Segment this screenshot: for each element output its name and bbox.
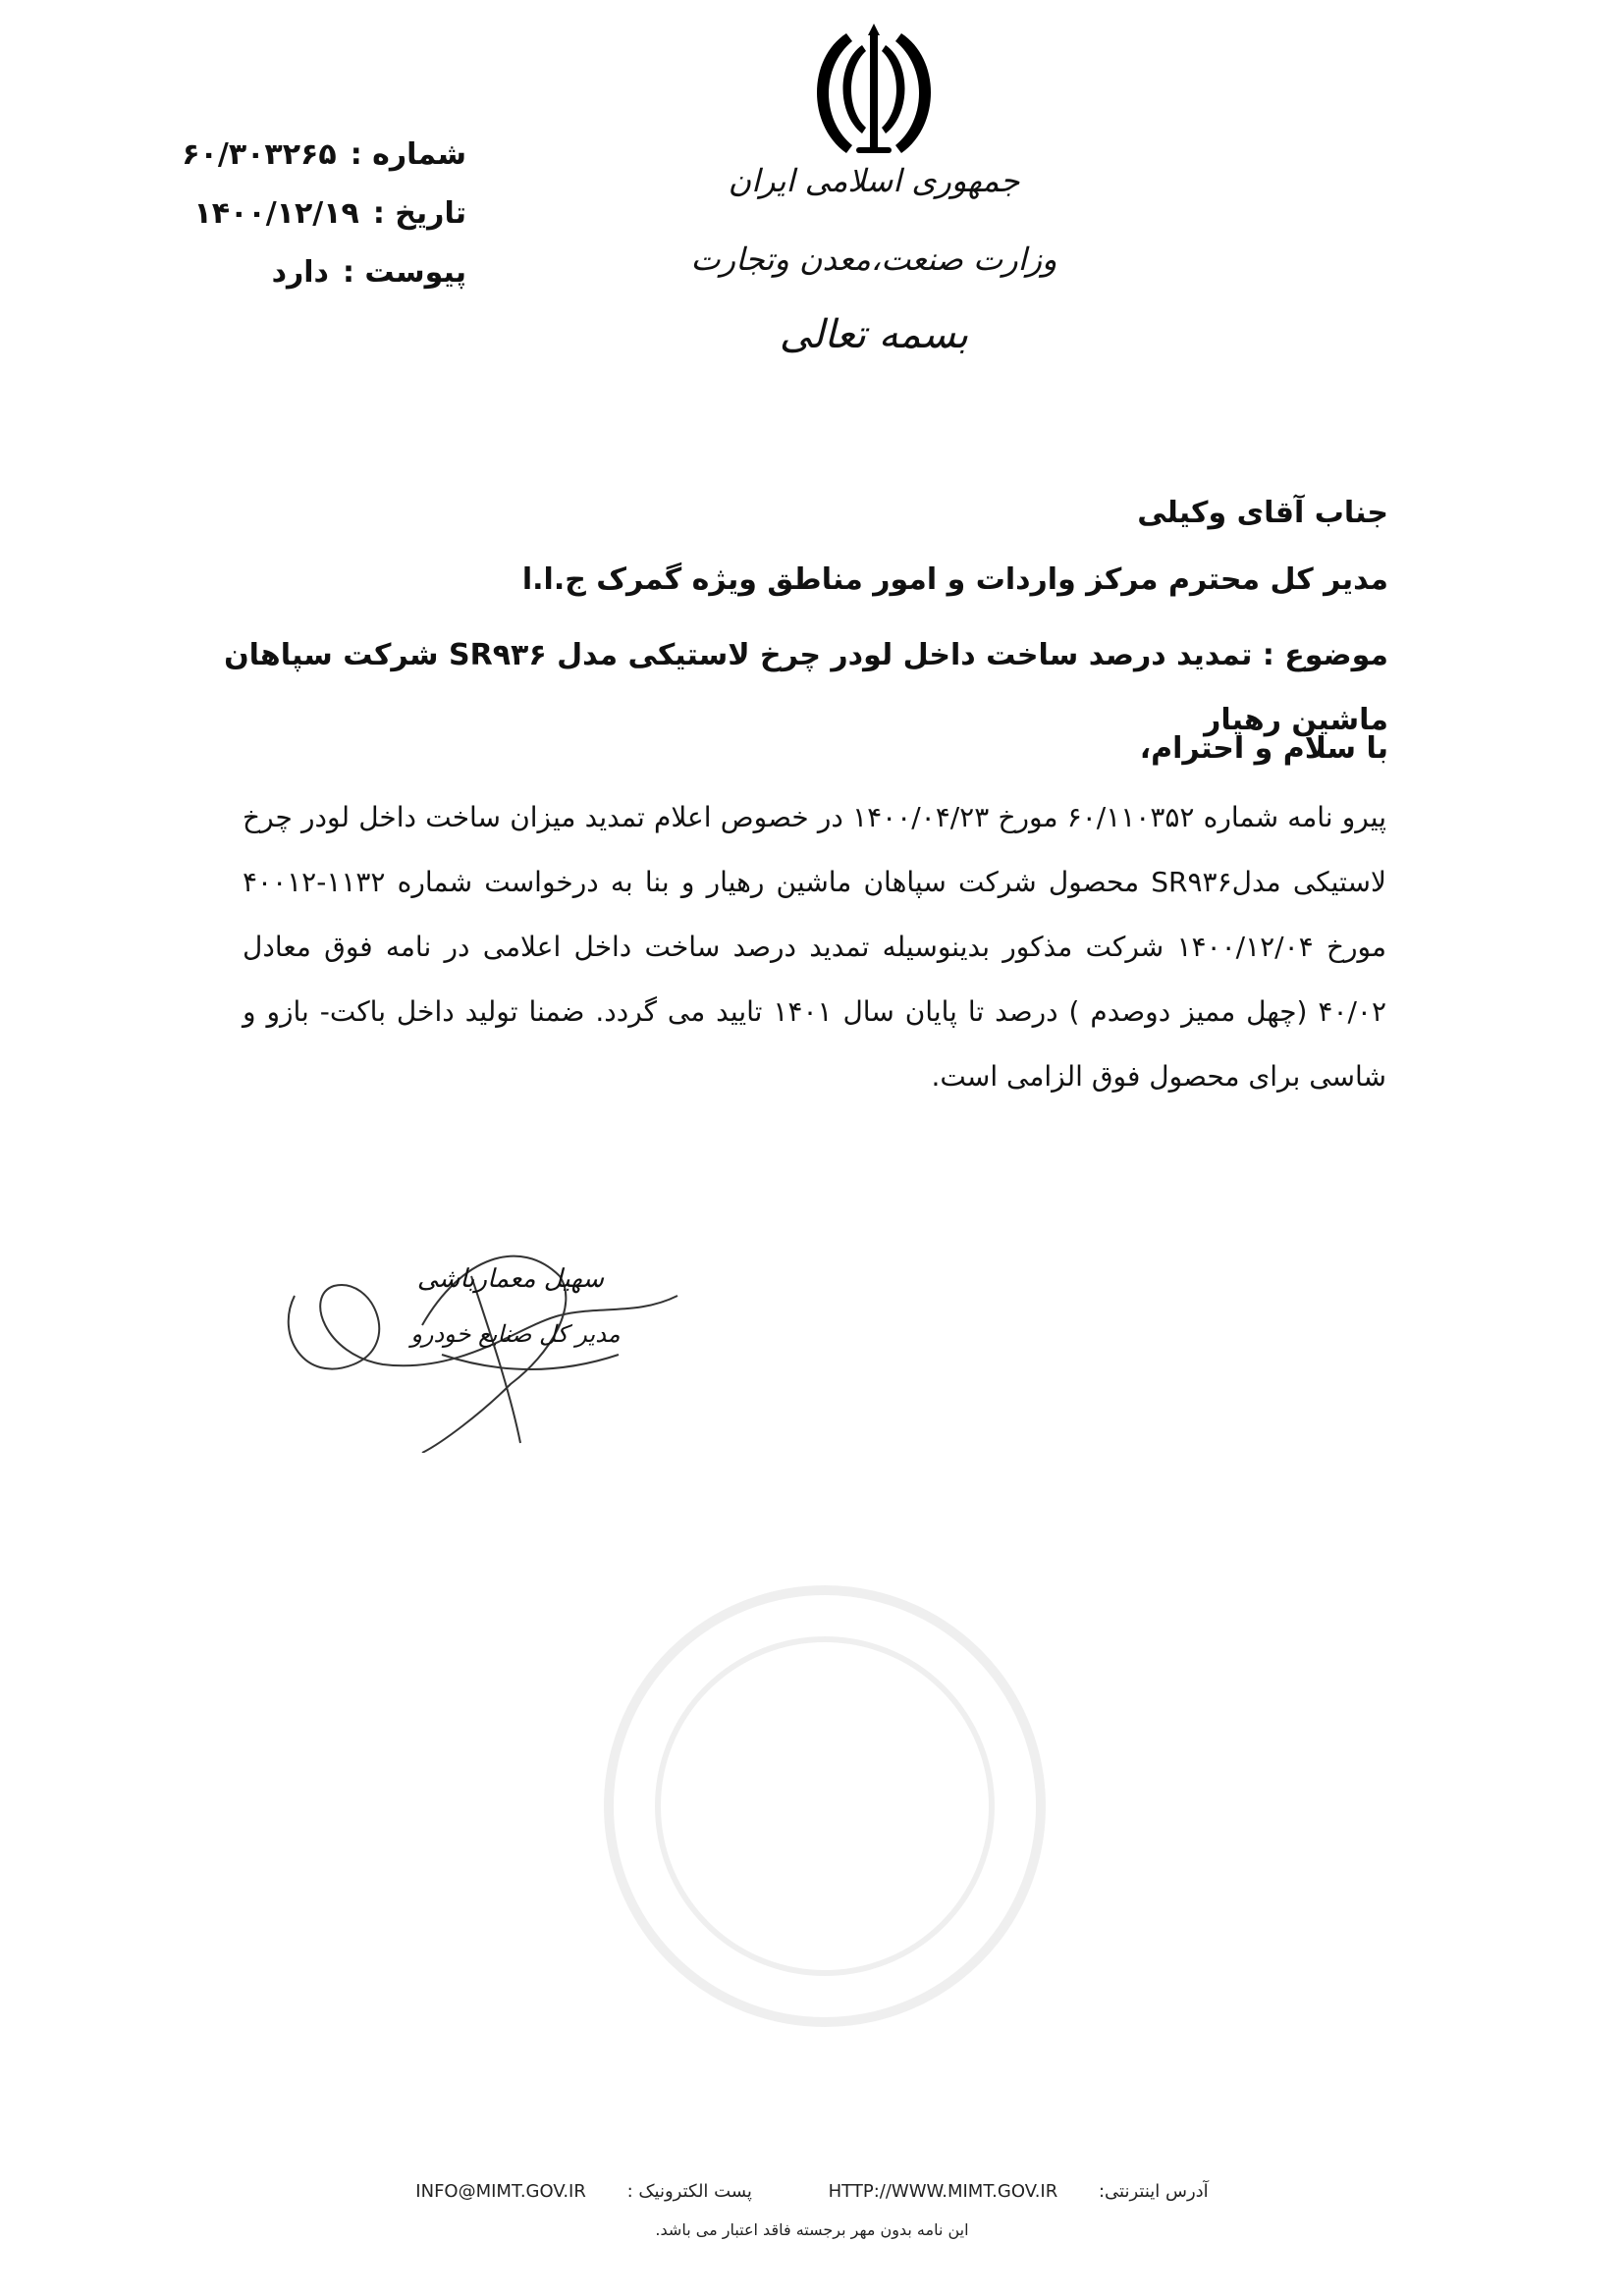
footer-email <box>398 2181 775 2202</box>
footer-website-value: HTTP://WWW.MIMT.GOV.IR <box>828 2181 1058 2202</box>
signatory-title: مدیر کل صنایع خودرو <box>410 1320 621 1348</box>
ministry-title: وزارت صنعت،معدن وتجارت <box>690 240 1057 278</box>
iran-emblem-icon <box>807 24 941 161</box>
greeting: با سلام و احترام، <box>1139 731 1388 766</box>
letter-attachment-value: دارد <box>271 255 329 290</box>
letter-number-value: ۶۰/۳۰۳۲۶۵ <box>182 137 337 172</box>
signatory-name: سهیل معمارباشی <box>416 1264 605 1294</box>
embossed-seal-icon <box>589 1571 1060 2042</box>
footer-email-value: INFO@MIMT.GOV.IR <box>415 2181 586 2202</box>
letter-attachment-label: پیوست : <box>342 255 466 290</box>
bismillah: بسمه تعالی <box>779 312 969 357</box>
letter-body: پیرو نامه شماره ۶۰/۱۱۰۳۵۲ مورخ ۱۴۰۰/۰۴/۲۳ در خصوص اعلام تمدید میزان ساخت داخل لودر چرخ لاستیکی مدلSR۹۳۶ محصول شرکت سپاهان ماشین رهیار و بنا به درخواست شماره ۱۱۳۲-۴۰۰۱۲ مورخ ۱۴۰۰/۱۲/۰۴ شرکت مذکور بدینوسیله تمدید درصد ساخت داخل اعلامی در نامه فوق معادل ۴۰/۰۲ (چهل ممیز دوصدم ) درصد تا پایان سال ۱۴۰۱ تایید می گردد. ضمنا تولید داخل باکت- بازو و شاسی برای محصول فوق الزامی است. <box>243 801 1387 1093</box>
letter-number-label: شماره : <box>350 137 466 172</box>
recipient-position: مدیر کل محترم مرکز واردات و امور مناطق ویژه گمرک ج.ا.ا <box>521 562 1388 597</box>
recipient-line: جناب آقای وکیلی <box>1137 496 1388 530</box>
letter-date-row <box>172 185 466 243</box>
letter-meta <box>172 126 466 302</box>
letter-date-value: ۱۴۰۰/۱۲/۱۹ <box>193 196 359 231</box>
footer-website <box>811 2181 1226 2202</box>
footer-notice: این نامه بدون مهر برجسته فاقد اعتبار می باشد. <box>655 2220 969 2239</box>
republic-title: جمهوری اسلامی ایران <box>728 162 1020 199</box>
footer-email-label: پست الکترونیک : <box>626 2181 752 2202</box>
letter-number-row <box>172 126 466 185</box>
letter-attachment-row <box>172 243 466 302</box>
footer-contacts <box>0 2181 1624 2202</box>
footer-website-label: آدرس اینترنتی: <box>1098 2181 1209 2202</box>
letter-date-label: تاریخ : <box>372 196 466 231</box>
subject-line: موضوع : تمدید درصد ساخت داخل لودر چرخ لاستیکی مدل SR۹۳۶ شرکت سپاهان ماشین رهیار <box>224 638 1388 737</box>
